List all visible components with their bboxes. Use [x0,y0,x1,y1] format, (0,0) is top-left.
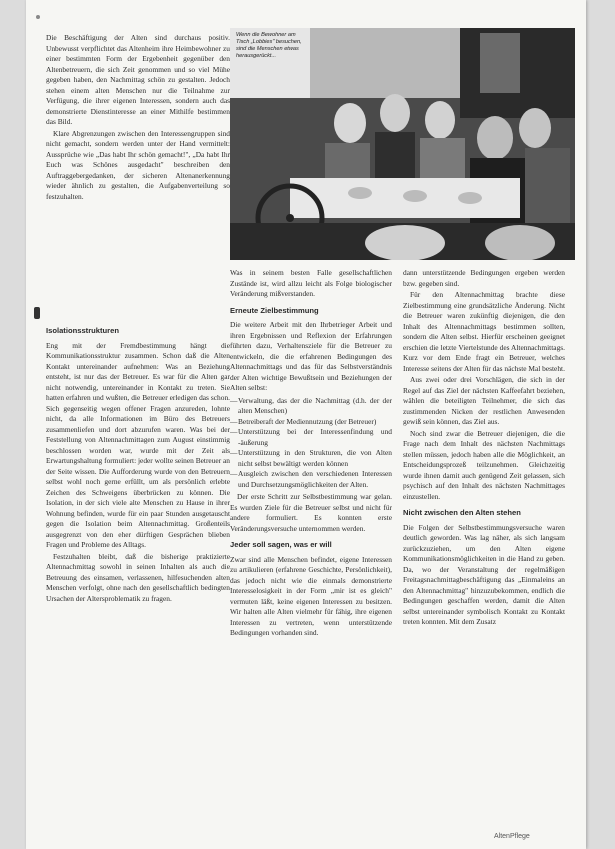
list-item: — Betreiberaft der Mediennutzung (der Betreuer) [230,417,392,428]
section-heading: Isolationsstrukturen [46,326,119,335]
paragraph: Was in seinem besten Falle gesellschaftlichen Zustände ist, wird allzu leicht als Folge biologischer Veränderung mißverstanden. [230,268,392,298]
list-item: — Verwaltung, das der die Nachmittag (d.h. der der alten Menschen) [230,396,392,417]
paragraph: Die Beschäftigung der Alten sind durchaus positiv. Unbewusst verpflichtet das Altenheim ihre Heimbewohner zu einer bestimmten Form der Ergebenheit gegenüber den Altenbetreuern, die sich Zeit genommen und so viel Mühe gegeben haben, den Nachmittag schön zu gestalten. Jedoch stehen einem alten Menschen nur die Teilnahme zur Verfügung, die ihrer eigenen Interessen, sondern auch das demonstrierte Dienstinteresse an einer Mithilfe bestimmen das Bild. [46,33,230,126]
paragraph: Die Folgen der Selbstbestimmungsversuche waren deutlich geworden. Was lag näher, als sich langsam zurückzuziehen, um den Alten eigene Kommunikationsmöglichkeiten in die Hand zu geben. Da, wo der Veranstaltung der regelmäßigen Freitagsnachmittagbeschäftigung das „Einmaleins an den Altennachmittag" hinzuzubekommen, endlich die Bedingungen geschaffen werden, damit die Alten selbst untereinander symbolisch Kontakt zu Kontakt treten konnten. Mit dem Zusatz [403,522,565,626]
photo-seniors-at-table [230,28,575,260]
paragraph: Der erste Schritt zur Selbstbestimmung war gelan. Es wurden Ziele für die Betreuer selbst und nicht für andere formuliert. Es konnten erste Veränderungsversuche unternommen werden. [230,492,392,533]
paragraph: Klare Abgrenzungen zwischen den Interessengruppen sind nicht gemacht, sondern werden unter der Hand vermittelt: Aussprüche wie „Das habt Ihr schön gemacht!", „Da habt Ihr Euch was Schönes ausgedacht" beschreiben den Auftraggebergedanken, der sicheren Altenanerkennung wieder ähnlich zu gestalten, die Aufgabenverteilung so festzuhalten. [46,128,230,201]
paragraph: Für den Altennachmittag brachte diese Zielbestimmung eine grundsätzliche Änderung. Nicht die Betreuer waren zukünftig diejenigen, die den Inhalt des Altennachmittags bestimmen sollten, sondern die Alten selbst. Hierfür erscheinen geeignet erschien die letzte Viertelstunde des Altennachmittags. Kurz vor dem Ende fragt ein Betreuer, welches Interesse seitens der Alten für das nächste Mal besteht. [403,290,565,373]
paragraph: Eng mit der Fremdbestimmung hängt die Kommunikationsstruktur zusammen. Schon daß die Alten Kontakt untereinander aufnehmen: Was an Beziehung entsteht, ist nur das der Betreuer. Es war für die Alten gar nicht notwendig, untereinander in Kontakt zu treten. Sie hatten erfahren und wußten, die Betreuer erledigen das schon. Sich gegenseitig wegen offener Fragen anzureden, lohnte nicht, da alle Informationen im Büro des Betreuers zusammenliefen und dort abzurufen waren. Was bei der Feststellung von Altennachmittagen zum August einstimmig beschlossen worden war, wurde mit der Zeit als Erwartungshaltung formuliert: jeder wollte seinen Betreuer an der Seite wissen. Die Aufforderung wurde von den Betreuern selbst wohl noch gerne erfüllt, um als persönlich erlebte Zeichen des Schweigens überbrücken zu können. Die Isolation, in der sich viele alte Menschen zu Hause in ihrer Wohnung befinden, wurde für ein paar Stunden ausgetauscht gegen die Isolation beim Altennachmittag. Großenteils ausgegrenzt von den eher dürftigen Gesprächen blieben Fragen und Probleme des Alltags. [46,340,230,549]
paragraph: dann unterstützende Bedingungen ergeben werden bzw. gegeben sind. [403,268,565,288]
punch-hole [36,15,40,19]
section-heading: Jeder soll sagen, was er will [230,540,332,549]
section-heading: Nicht zwischen den Alten stehen [403,508,521,517]
column-1-bottom [46,320,230,605]
goal-list [230,396,392,491]
paragraph: Zwar sind alle Menschen befindet, eigene Interessen zu artikulieren (erfahrene Geschichte, Persönlichkeit), das jedoch nicht wie die einmals demonstrierte Interesselosigkeit in der Form „mir ist es gleich" vermuten läßt, keine eigenen Interessen zu besitzen. Wir halten alle Alten vielmehr für fähig, ihre eigenen Interessen zu vertreten, wenn unterstützende Bedingungen vorhanden sind. [230,554,392,637]
footer-publication: AltenPflege [494,833,530,840]
paragraph: Festzuhalten bleibt, daß die bisherige praktizierte Altennachmittag sowohl in seinen Inhalten als auch die Betreuung des einsamen, verlassenen, hilfesuchenden alten Menschen verfolgt, ohne nach den gesellschaftlich bedingten Ursachen der Altersproblematik zu fragen. [46,551,230,603]
photo-image [230,28,575,260]
section-marker [34,307,40,319]
paragraph: Aus zwei oder drei Vorschlägen, die sich in der Regel auf das Ziel der nächsten Kaffeefahrt beziehen, wählen die beteiligten Teilnehmer, die sich das zustimmenden Nicken der restlichen Anwesenden gewiß sein können, das Ziel aus. [403,375,565,426]
column-3 [403,268,565,629]
section-heading: Erneute Zielbestimmung [230,305,319,315]
paragraph: Die weitere Arbeit mit den Ihrbetrieger Arbeit und ihren Ergebnissen und Reflexion der Erfahrungen führten dazu, Verhaltensziele für die Betreuer zu entwickeln, die die erfahrenen Bedingungen des Altennachmittags und das für das Selbstverständnis der Alten wichtige Bewußtsein und Beziehungen der Alten selbst: [230,320,392,392]
photo-caption: Wenn die Bewohner am Tisch „Lobbies" besuchen, sind die Menschen etwas herausgerückt... [236,32,302,59]
paragraph: Noch sind zwar die Betreuer diejenigen, die die Frage nach dem Inhalt des nächsten Nachmittags stellen müssen, jedoch haben alle die Möglichkeit, an Entscheidungsprozeß teilzunehmen. Gleichzeitig wurde ihnen damit auch genügend Zeit gelassen, sich psychisch auf den Inhalt des nächsten Nachmittages einzustellen. [403,428,565,501]
list-item: — Unterstützung bei der Interessenfindung und -äußerung [230,427,392,448]
page [26,0,586,849]
column-2 [230,268,392,640]
list-item: — Unterstützung in den Strukturen, die von Alten nicht selbst bewältigt werden können [230,448,392,469]
list-item: — Ausgleich zwischen den verschiedenen Interessen und Durchsetzungsmöglichkeiten der Alten. [230,469,392,490]
column-1-top [46,33,230,203]
